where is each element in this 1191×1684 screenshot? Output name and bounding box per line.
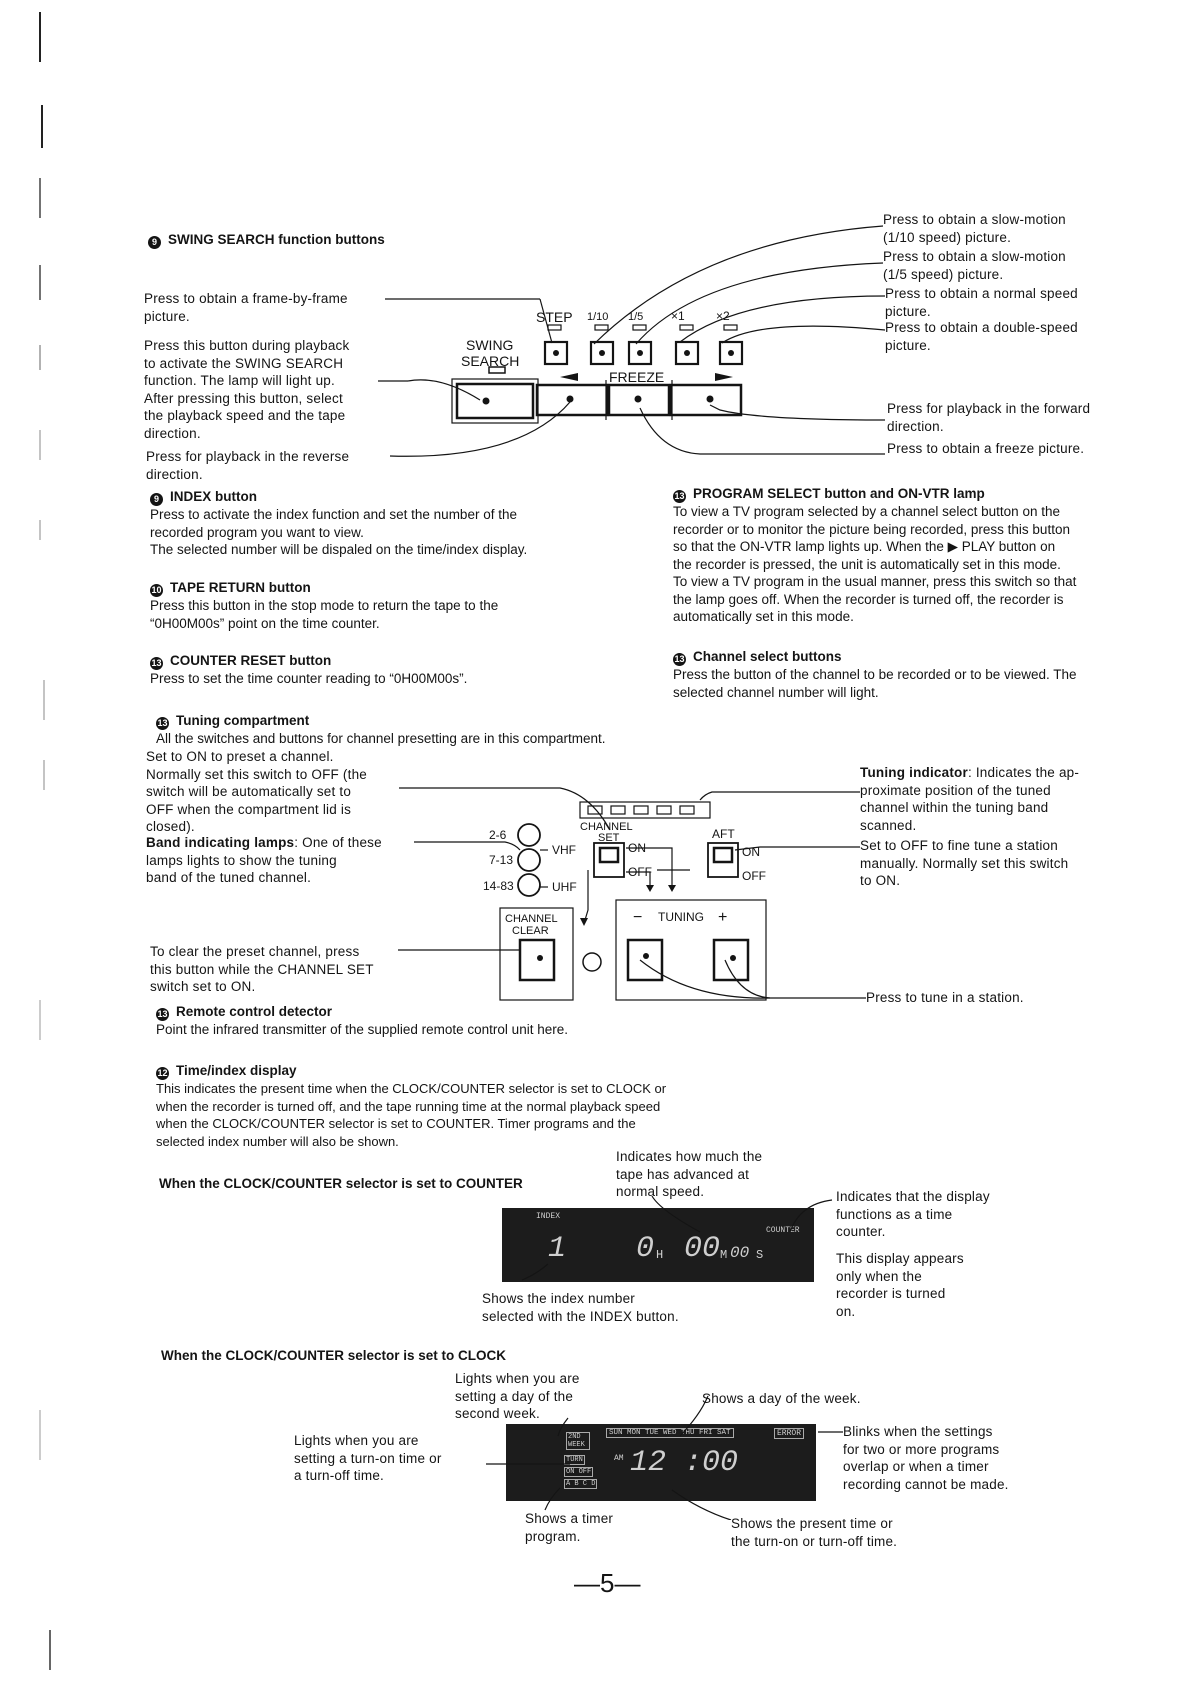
note-normal: Press to obtain a normal speed picture.	[885, 286, 1078, 319]
section-title: SWING SEARCH function buttons	[168, 232, 385, 247]
leader-line	[545, 1488, 560, 1510]
note-forward: Press for playback in the forward direction.	[887, 401, 1091, 434]
lcd-m: M	[720, 1248, 728, 1262]
leader-line	[710, 405, 885, 420]
lcd-h: H	[656, 1248, 664, 1262]
leader-line	[640, 960, 866, 998]
tuning-section: 13 Tuning compartment All the switches and buttons for channel presetting are in this compartment.	[156, 713, 606, 746]
band-label-2: 7-13	[489, 853, 514, 867]
minus-label: −	[633, 909, 643, 926]
off-label: OFF	[628, 865, 652, 879]
band-label-3: 14-83	[483, 879, 514, 893]
tuning-diagram	[0, 760, 1191, 1010]
leader-line	[522, 1264, 548, 1280]
index-title: INDEX button	[170, 489, 257, 504]
lcd-s: S	[756, 1248, 764, 1262]
note-day-of-week: Shows a day of the week.	[702, 1391, 861, 1406]
program-select-section: 13 PROGRAM SELECT button and ON-VTR lamp To view a TV program selected by a channel select button on the recorder or to monitor the picture being recorded, press this button so that the ON-VTR lamp lights up. When the ▶ PLAY button on the recorder is pressed, the unit is automatically set in this mode. To view a TV program in the usual manner, press this switch so that the lamp goes off. When the recorder is turned off, the recorder is automatically set in this mode.	[673, 486, 1077, 624]
clear-label-2: CLEAR	[512, 925, 549, 937]
page-number: —5—	[574, 1568, 641, 1598]
lcd-week2: 2ND WEEK	[566, 1432, 590, 1450]
note-error: Blinks when the settings for two or more programs overlap or when a timer recording cannot be made.	[843, 1424, 1009, 1492]
channel-select-title: Channel select buttons	[693, 649, 842, 664]
lcd-abcd: A B C D	[566, 1480, 596, 1488]
freeze-label: FREEZE	[609, 369, 665, 385]
section-number: 9	[148, 236, 161, 249]
leader-line	[700, 792, 860, 800]
x2-label: ×2	[716, 309, 730, 323]
leader-line	[722, 326, 885, 343]
lcd-am: AM	[614, 1454, 624, 1463]
swing-search-diagram	[0, 0, 1191, 480]
lcd-index-label: INDEX	[536, 1212, 561, 1221]
tape-return-title: TAPE RETURN button	[170, 580, 311, 595]
note-present-time: Shows the present time or the turn-on or turn-off time.	[731, 1516, 898, 1549]
counter-heading: When the CLOCK/COUNTER selector is set to COUNTER	[159, 1176, 523, 1191]
remote-section: 13 Remote control detector Point the infrared transmitter of the supplied remote control unit here.	[156, 1004, 568, 1037]
time-index-title: Time/index display	[176, 1063, 297, 1078]
aft-on-label: ON	[742, 845, 760, 859]
x1-label: ×1	[671, 309, 685, 323]
leader-line	[390, 402, 570, 456]
fifth-label: 1/5	[628, 311, 644, 323]
note-channel-clear: To clear the preset channel, press this button while the CHANNEL SET switch set to ON.	[150, 944, 374, 994]
leader-line	[790, 1200, 832, 1232]
tuning-title: Tuning compartment	[176, 713, 310, 728]
channel-label: CHANNEL	[580, 821, 633, 833]
note-band-lamps: Band indicating lamps: One of these lamps lights to show the tuning band of the tuned channel.	[146, 835, 382, 885]
note-tuning-indicator: Tuning indicator: Indicates the ap- proximate position of the tuned channel within the tuning band scanned.	[860, 765, 1080, 833]
note-reverse: Press for playback in the reverse direction.	[146, 449, 350, 482]
counter-reset-title: COUNTER RESET button	[170, 653, 332, 668]
lcd-seconds: 00	[730, 1244, 750, 1262]
aft-off-label: OFF	[742, 869, 766, 883]
lcd-counter-label: COUNTER	[766, 1226, 800, 1235]
leader-line	[414, 842, 520, 850]
note-double: Press to obtain a double-speed picture.	[885, 320, 1078, 353]
leader-line	[558, 1418, 568, 1436]
clock-leaders	[0, 1380, 1191, 1520]
uhf-label: UHF	[552, 880, 577, 894]
note-freeze: Press to obtain a freeze picture.	[887, 441, 1085, 456]
note-display-appears: This display appears only when the recorder is turned on.	[836, 1251, 964, 1319]
lcd-time: 12 :00	[630, 1446, 739, 1480]
note-tune: Press to tune in a station.	[866, 990, 1024, 1005]
lcd-onoff: ON OFF	[566, 1468, 592, 1476]
vhf-label: VHF	[552, 843, 576, 857]
counter-reset-section: 13 COUNTER RESET button Press to set the time counter reading to “0H00M00s”.	[150, 653, 468, 686]
lcd-turn: TURN	[566, 1456, 583, 1464]
lcd-minutes: 00	[684, 1232, 721, 1266]
leader-line	[636, 263, 883, 344]
step-label: STEP	[536, 309, 573, 325]
clear-label-1: CHANNEL	[505, 913, 558, 925]
plus-label: +	[718, 909, 728, 926]
note-slow10: Press to obtain a slow-motion (1/10 speed) picture.	[883, 212, 1066, 245]
search-label: SEARCH	[461, 353, 520, 369]
counter-leaders	[0, 1180, 1191, 1290]
lcd-hours: 0	[636, 1232, 655, 1266]
lcd-index-value: 1	[548, 1232, 567, 1266]
note-channel-set: Set to ON to preset a channel. Normally set this switch to OFF (the switch will be automatically set to OFF when the compartment lid is closed).	[146, 749, 367, 834]
note-slow5: Press to obtain a slow-motion (1/5 speed) picture.	[883, 249, 1066, 282]
tenth-label: 1/10	[587, 311, 609, 323]
channel-select-section: 13 Channel select buttons Press the button of the channel to be recorded or to be viewed. The selected channel number will light.	[673, 649, 1077, 700]
swing-label: SWING	[466, 337, 514, 353]
index-section: 9 INDEX button Press to activate the index function and set the number of the recorded program you want to view. The selected number will be dispaled on the time/index display.	[150, 489, 528, 557]
leader-line	[672, 1490, 731, 1520]
lcd-error: ERROR	[774, 1428, 804, 1439]
note-frame: Press to obtain a frame-by-frame picture.	[144, 291, 348, 324]
note-tape-advanced: Indicates how much the tape has advanced at normal speed.	[616, 1149, 763, 1199]
aft-label: AFT	[712, 827, 735, 841]
note-index-number: Shows the index number selected with the INDEX button.	[482, 1291, 679, 1324]
time-index-section: 12 Time/index display This indicates the present time when the CLOCK/COUNTER selector is set to CLOCK or when the recorder is turned off, and the tape running time at the normal playback speed when the CLOCK/COUNTER selector is set to COUNTER. Timer programs and the selected index number will also be shown.	[156, 1063, 667, 1149]
set-label: SET	[598, 832, 620, 844]
note-swing: Press this button during playback to activate the SWING SEARCH function. The lamp will light up. After pressing this button, select the playback speed and the tape direction.	[144, 338, 350, 441]
note-turn-on: Lights when you are setting a turn-on time or a turn-off time.	[294, 1433, 442, 1483]
leader-line	[680, 1396, 708, 1436]
note-second-week: Lights when you are setting a day of the second week.	[455, 1371, 580, 1421]
tuning-label: TUNING	[658, 910, 704, 924]
note-timer-program: Shows a timer program.	[525, 1511, 614, 1544]
leader-line	[399, 788, 610, 830]
band-label-1: 2-6	[489, 828, 507, 842]
note-time-counter: Indicates that the display functions as a time counter.	[836, 1189, 990, 1239]
note-aft: Set to OFF to fine tune a station manually. Normally set this switch to ON.	[860, 838, 1069, 888]
leader-line	[652, 1196, 700, 1232]
lcd-days: SUN MON TUE WED THU FRI SAT	[606, 1428, 734, 1438]
program-select-title: PROGRAM SELECT button and ON-VTR lamp	[693, 486, 985, 501]
tape-return-section: 10 TAPE RETURN button Press this button in the stop mode to return the tape to the “0H00M00s” point on the time counter.	[150, 580, 499, 631]
remote-title: Remote control detector	[176, 1004, 333, 1019]
on-label: ON	[628, 841, 646, 855]
leader-line	[680, 296, 885, 342]
clock-heading: When the CLOCK/COUNTER selector is set to CLOCK	[161, 1348, 507, 1363]
